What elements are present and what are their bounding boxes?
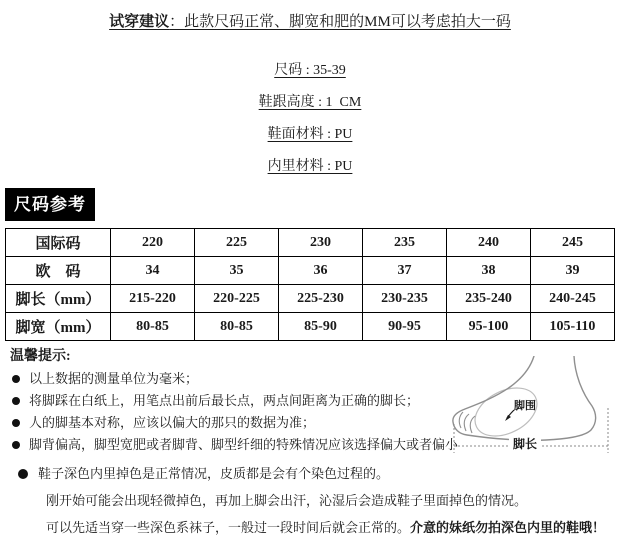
table-cell: 235 (363, 229, 447, 257)
tip-text: 将脚踩在白纸上，用笔点出前后最长点，两点间距离为正确的脚长； (29, 393, 420, 408)
table-cell: 225 (195, 229, 279, 257)
foot-diagram (448, 356, 616, 462)
upper-material-line: 鞋面材料 : PU (267, 127, 353, 142)
bullet-icon (18, 469, 28, 479)
table-cell: 37 (363, 257, 447, 285)
size-range-line: 尺码 : 35-39 (274, 63, 346, 78)
table-row-label: 国际码 (6, 229, 111, 257)
table-cell: 34 (111, 257, 195, 285)
color-fade-note (18, 466, 620, 482)
table-cell: 38 (447, 257, 531, 285)
size-table (5, 228, 615, 341)
table-cell: 80-85 (111, 313, 195, 341)
table-row-label: 欧 码 (6, 257, 111, 285)
note-text: 可以先适当穿一些深色系袜子，一般过一段时间后就会正常的。 (46, 520, 411, 535)
bullet-icon (12, 441, 20, 449)
table-cell: 240 (447, 229, 531, 257)
table-row-eu (6, 257, 615, 285)
table-cell: 36 (279, 257, 363, 285)
fitting-advice-text: ：此款尺码正常、脚宽和肥的MM可以考虑拍大一码 (169, 14, 511, 30)
fitting-advice-line (0, 13, 620, 32)
heel-height-line: 鞋跟高度 : 1 CM (258, 95, 362, 110)
tip-text: 脚背偏高，脚型宽肥或者脚背、脚型纤细的特殊情况应该选择偏大或者偏小 (29, 437, 459, 452)
bullet-icon (12, 397, 20, 405)
table-cell: 90-95 (363, 313, 447, 341)
note-bold-warning: 介意的妹纸勿拍深色内里的鞋哦！ (410, 520, 606, 535)
table-cell: 35 (195, 257, 279, 285)
color-fade-note-line3 (46, 520, 620, 536)
table-cell: 105-110 (531, 313, 615, 341)
toe-line (470, 416, 475, 433)
bullet-icon (12, 375, 20, 383)
girth-ellipse (467, 378, 545, 445)
toe-line (459, 412, 463, 428)
toe-line (464, 414, 469, 431)
tip-text: 鞋子深色内里掉色是正常情况，皮质都是会有个染色过程的。 (38, 466, 390, 481)
girth-label: 脚围 (514, 400, 536, 412)
table-cell: 220 (111, 229, 195, 257)
table-cell: 80-85 (195, 313, 279, 341)
table-row-foot-length (6, 285, 615, 313)
tip-text: 人的脚基本对称，应该以偏大的那只的数据为准； (29, 415, 316, 430)
table-cell: 95-100 (447, 313, 531, 341)
table-cell: 215-220 (111, 285, 195, 313)
table-cell: 230-235 (363, 285, 447, 313)
lining-material-line: 内里材料 : PU (267, 159, 353, 174)
table-cell: 230 (279, 229, 363, 257)
table-cell: 225-230 (279, 285, 363, 313)
tips-heading: 温馨提示: (10, 349, 71, 364)
foot-outline (453, 356, 596, 440)
table-row-foot-width (6, 313, 615, 341)
fitting-advice-label: 试穿建议 (109, 14, 170, 30)
table-row-label: 脚长（mm） (6, 285, 111, 313)
table-cell: 240-245 (531, 285, 615, 313)
table-cell: 39 (531, 257, 615, 285)
table-row-label: 脚宽（mm） (6, 313, 111, 341)
tip-text: 以上数据的测量单位为毫米； (29, 371, 199, 386)
table-cell: 85-90 (279, 313, 363, 341)
size-reference-heading: 尺码参考 (5, 188, 95, 221)
bullet-icon (12, 419, 20, 427)
color-fade-note-line2: 刚开始可能会出现轻微掉色，再加上脚会出汗，沁湿后会造成鞋子里面掉色的情况。 (46, 493, 528, 508)
table-cell: 245 (531, 229, 615, 257)
table-row-international (6, 229, 615, 257)
length-label: 脚长 (512, 437, 538, 451)
girth-arrowhead (505, 415, 511, 421)
table-cell: 235-240 (447, 285, 531, 313)
product-info-section (0, 0, 620, 174)
table-cell: 220-225 (195, 285, 279, 313)
